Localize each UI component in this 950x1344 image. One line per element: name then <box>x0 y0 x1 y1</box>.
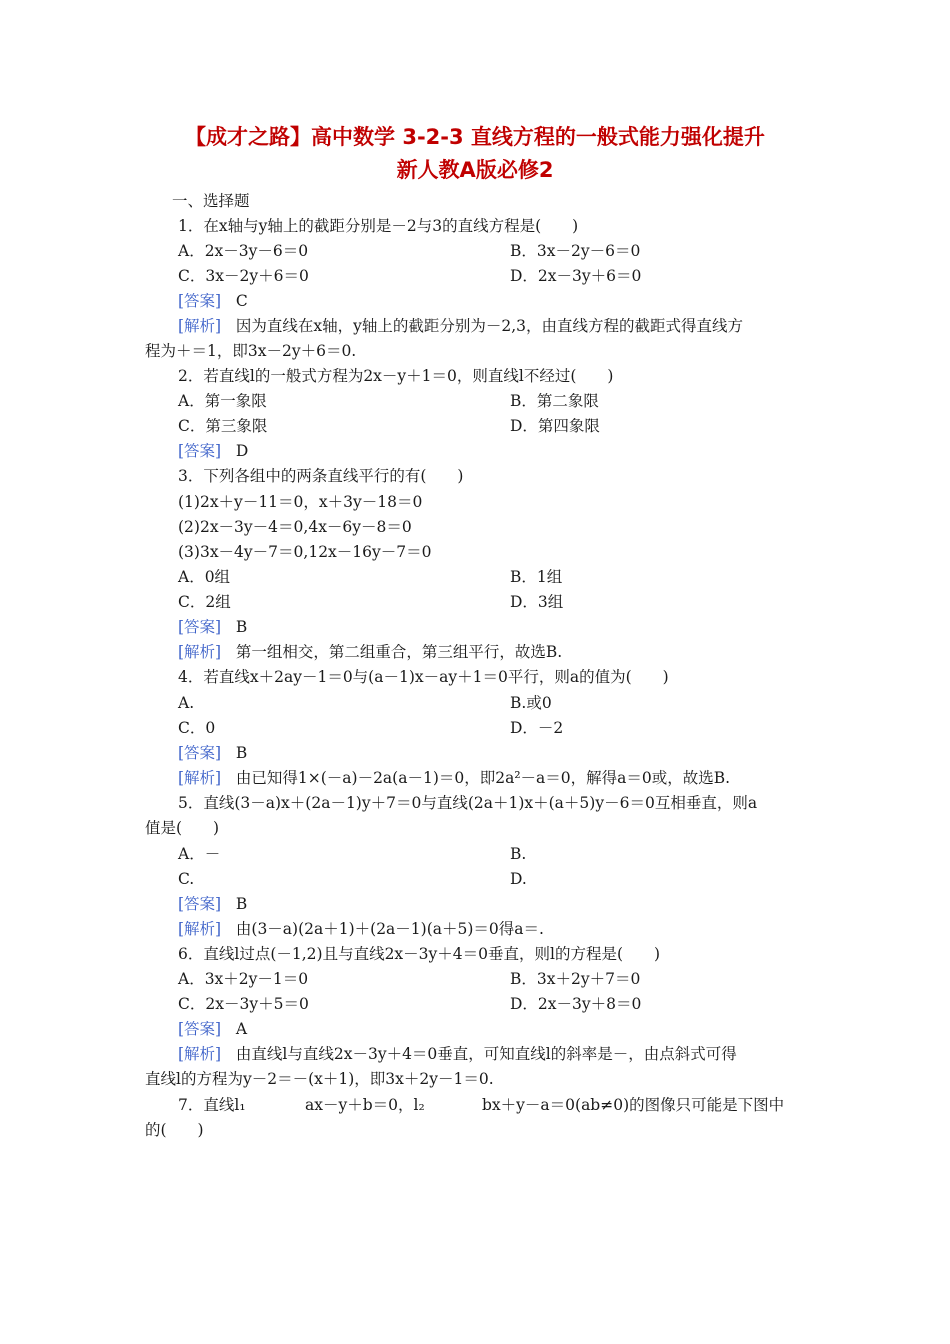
analysis-tag: [解析] <box>178 769 222 787</box>
answer-tag: [答案] <box>178 442 222 460</box>
q5-analysis-text: 由(3－a)(2a＋1)＋(2a－1)(a＋5)＝0得a＝. <box>235 920 544 938</box>
answer-tag: [答案] <box>178 292 222 310</box>
q1-option-b: B．3x－2y－6＝0 <box>510 242 641 260</box>
q1-stem: 1．在x轴与y轴上的截距分别是－2与3的直线方程是( ) <box>178 217 579 235</box>
q1-option-d: D．2x－3y＋6＝0 <box>510 267 642 285</box>
q2-option-a: A．第一象限 <box>178 392 267 410</box>
doc-title-line2: 新人教A版必修2 <box>396 158 554 182</box>
doc-title-line1: 【成才之路】高中数学 3-2-3 直线方程的一般式能力强化提升 <box>185 125 765 149</box>
answer-tag: [答案] <box>178 618 222 636</box>
answer-tag: [答案] <box>178 895 222 913</box>
q3-option-b: B．1组 <box>510 568 563 586</box>
q1-analysis-cont: 程为＋＝1，即3x－2y＋6＝0. <box>145 342 357 360</box>
q5-stem: 5．直线(3－a)x＋(2a－1)y＋7＝0与直线(2a＋1)x＋(a＋5)y－6＝0互相垂直，则a <box>178 794 758 812</box>
q3-option-a: A．0组 <box>178 568 231 586</box>
q7-stem-a: 7．直线l₁ <box>178 1096 246 1114</box>
q6-analysis-cont: 直线l的方程为y－2＝－(x＋1)，即3x＋2y－1＝0. <box>145 1070 494 1088</box>
answer-tag: [答案] <box>178 1020 222 1038</box>
q4-option-d: D．－2 <box>510 719 564 737</box>
q5-answer-value: B <box>235 895 248 913</box>
analysis-tag: [解析] <box>178 1045 222 1063</box>
analysis-tag: [解析] <box>178 317 222 335</box>
section-heading: 一、选择题 <box>172 192 250 210</box>
q1-option-c: C．3x－2y＋6＝0 <box>178 267 309 285</box>
q4-option-b: B.或0 <box>510 694 552 712</box>
q5-option-d: D. <box>510 870 527 888</box>
q1-answer-value: C <box>235 292 248 310</box>
q6-option-a: A．3x＋2y－1＝0 <box>178 970 309 988</box>
q3-sub-1: (1)2x＋y－11＝0，x＋3y－18＝0 <box>178 493 423 511</box>
q4-stem: 4．若直线x＋2ay－1＝0与(a－1)x－ay＋1＝0平行，则a的值为( ) <box>178 668 669 686</box>
q2-answer-value: D <box>235 442 249 460</box>
q5-stem-cont: 值是( ) <box>145 819 220 837</box>
q4-analysis-text: 由已知得1×(－a)－2a(a－1)＝0，即2a²－a＝0，解得a＝0或，故选B. <box>235 769 731 787</box>
q2-option-c: C．第三象限 <box>178 417 268 435</box>
q1-analysis <box>178 316 743 336</box>
q6-option-b: B．3x＋2y＋7＝0 <box>510 970 641 988</box>
q1-answer <box>178 291 248 311</box>
q3-option-c: C．2组 <box>178 593 231 611</box>
q1-analysis-text: 因为直线在x轴，y轴上的截距分别为－2,3，由直线方程的截距式得直线方 <box>235 317 744 335</box>
q3-sub-3: (3)3x－4y－7＝0,12x－16y－7＝0 <box>178 543 432 561</box>
q7-stem-b: ax－y＋b＝0，l₂ <box>305 1096 425 1114</box>
q3-analysis-text: 第一组相交，第二组重合，第三组平行，故选B. <box>235 643 563 661</box>
q1-option-a: A．2x－3y－6＝0 <box>178 242 309 260</box>
q6-analysis-text: 由直线l与直线2x－3y＋4＝0垂直，可知直线l的斜率是－，由点斜式可得 <box>235 1045 737 1063</box>
q7-stem-c: bx＋y－a＝0(ab≠0)的图像只可能是下图中 <box>482 1096 785 1114</box>
q6-answer-value: A <box>235 1020 248 1038</box>
q5-answer <box>178 894 247 914</box>
q3-sub-2: (2)2x－3y－4＝0,4x－6y－8＝0 <box>178 518 412 536</box>
q4-option-c: C．0 <box>178 719 216 737</box>
q5-option-a: A．－ <box>178 845 221 863</box>
q6-stem: 6．直线l过点(－1,2)且与直线2x－3y＋4＝0垂直，则l的方程是( ) <box>178 945 661 963</box>
q2-stem: 2．若直线l的一般式方程为2x－y＋1＝0，则直线l不经过( ) <box>178 367 614 385</box>
q7-stem-cont: 的( ) <box>145 1121 204 1139</box>
q4-answer-value: B <box>235 744 248 762</box>
analysis-tag: [解析] <box>178 920 222 938</box>
q6-answer <box>178 1019 247 1039</box>
q3-stem: 3．下列各组中的两条直线平行的有( ) <box>178 467 464 485</box>
q5-option-b: B. <box>510 845 527 863</box>
q2-answer <box>178 441 248 461</box>
q3-option-d: D．3组 <box>510 593 564 611</box>
q5-analysis <box>178 919 544 939</box>
q5-option-c: C. <box>178 870 195 888</box>
q2-option-d: D．第四象限 <box>510 417 600 435</box>
analysis-tag: [解析] <box>178 643 222 661</box>
q3-answer-value: B <box>235 618 248 636</box>
q4-option-a: A. <box>178 694 195 712</box>
q6-option-c: C．2x－3y＋5＝0 <box>178 995 309 1013</box>
q2-option-b: B．第二象限 <box>510 392 599 410</box>
q3-analysis <box>178 642 562 662</box>
answer-tag: [答案] <box>178 744 222 762</box>
q4-analysis <box>178 768 730 788</box>
q6-analysis <box>178 1044 737 1064</box>
q6-option-d: D．2x－3y＋8＝0 <box>510 995 642 1013</box>
q4-answer <box>178 743 247 763</box>
q3-answer <box>178 617 247 637</box>
